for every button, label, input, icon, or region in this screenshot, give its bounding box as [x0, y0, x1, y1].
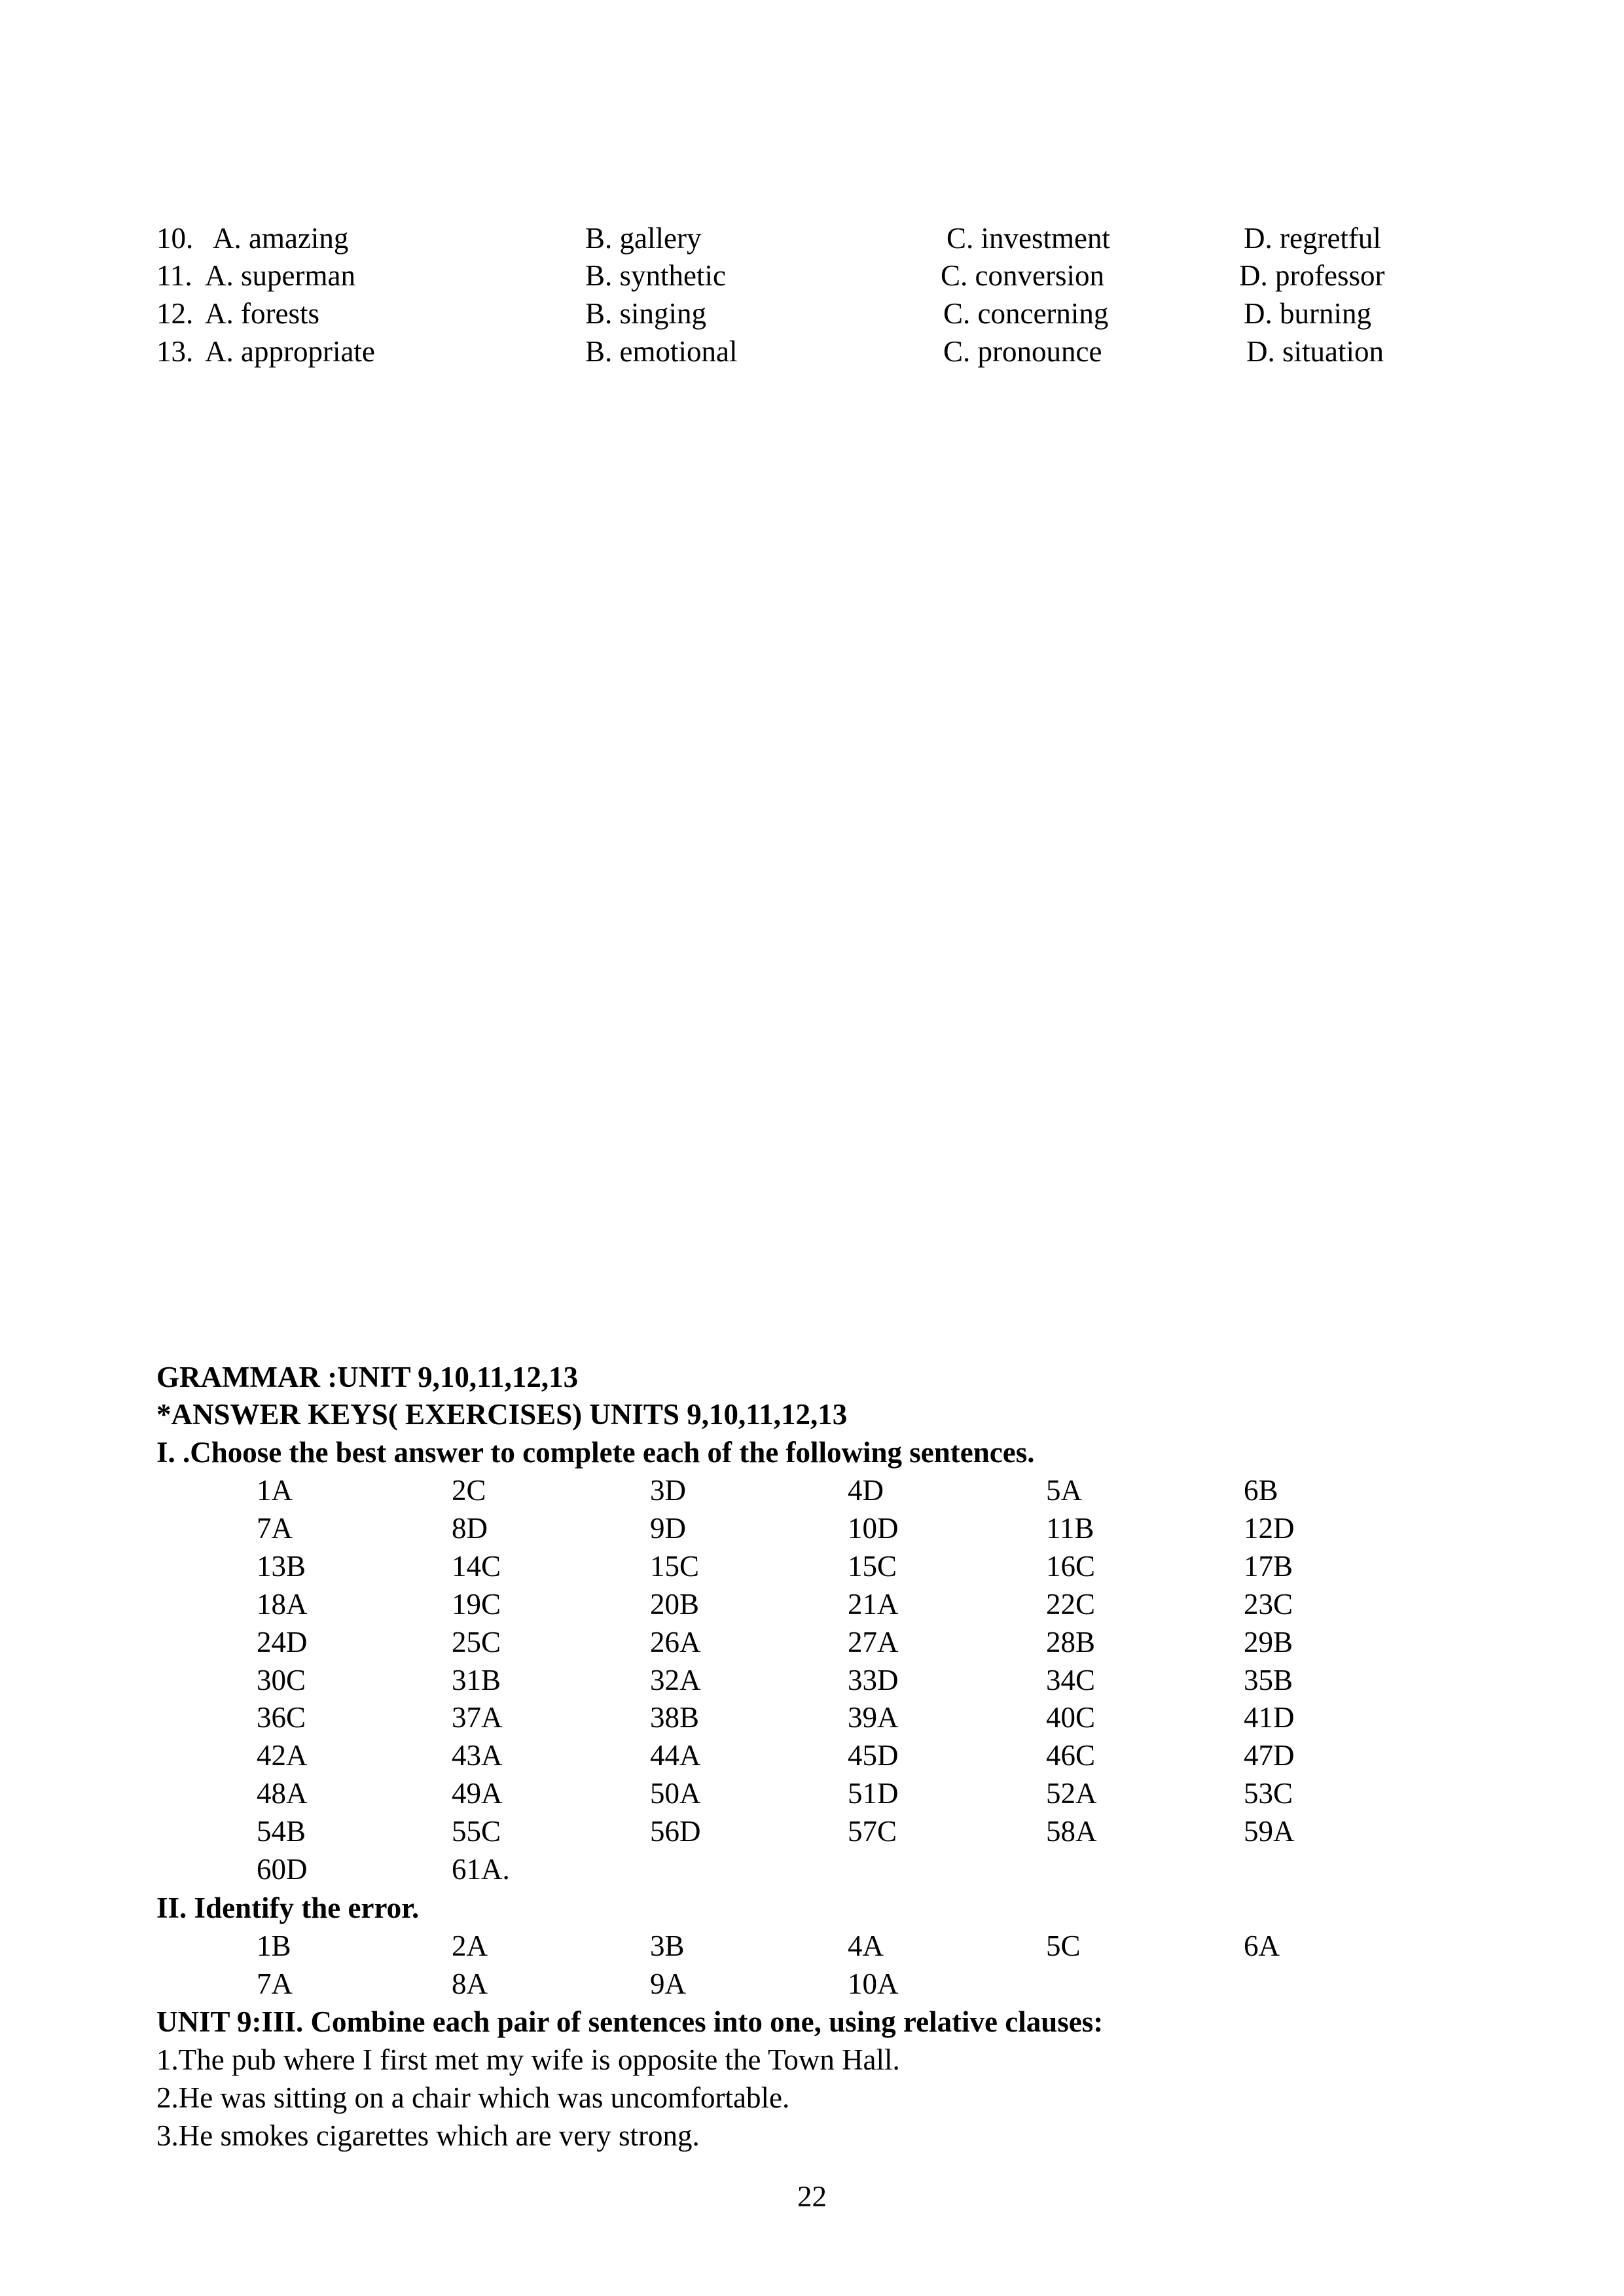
answer-cell: 60D [257, 1853, 308, 1886]
answer-cell: 15C [848, 1549, 897, 1583]
answer-cell: 9A [650, 1967, 686, 2000]
option-c: C. pronounce [943, 335, 1102, 368]
answer-cell: 14C [452, 1549, 501, 1583]
option-d: D. burning [1244, 297, 1371, 330]
answer-cell: 7A [257, 1967, 293, 2000]
answer-cell: 46C [1046, 1739, 1096, 1772]
answer-cell: 4A [848, 1929, 884, 1962]
answer-cell: 32A [650, 1663, 701, 1696]
answer-cell: 27A [848, 1625, 899, 1659]
answer-cell: 58A [1046, 1815, 1097, 1848]
answer-cell: 35B [1244, 1663, 1293, 1696]
answer-cell: 26A [650, 1625, 701, 1659]
answer-cell: 42A [257, 1739, 308, 1772]
answer-cell: 43A [452, 1739, 503, 1772]
answer-keys-heading: *ANSWER KEYS( EXERCISES) UNITS 9,10,11,12,13 [156, 1398, 848, 1431]
option-c: C. concerning [943, 297, 1109, 330]
section3-heading: UNIT 9:III. Combine each pair of sentences into one, using relative clauses: [156, 2005, 1104, 2038]
answer-cell: 17B [1244, 1549, 1293, 1583]
sentence-item: 3.He smokes cigarettes which are very strong. [156, 2119, 700, 2152]
option-b: B. synthetic [585, 259, 726, 292]
option-a: A. forests [205, 297, 319, 330]
answer-cell: 57C [848, 1815, 897, 1848]
answer-cell: 1B [257, 1929, 291, 1962]
answer-cell: 25C [452, 1625, 501, 1659]
answer-cell: 36C [257, 1701, 306, 1734]
option-d: D. professor [1239, 259, 1385, 292]
option-d: D. situation [1246, 335, 1384, 368]
answer-cell: 5C [1046, 1929, 1081, 1962]
answer-cell: 18A [257, 1587, 308, 1621]
answer-cell: 13B [257, 1549, 306, 1583]
question-number: 12. [156, 297, 194, 330]
sentence-item: 2.He was sitting on a chair which was uncomfortable. [156, 2081, 790, 2114]
answer-cell: 16C [1046, 1549, 1096, 1583]
page-number: 22 [797, 2180, 827, 2213]
answer-cell: 49A [452, 1777, 503, 1810]
answer-cell: 45D [848, 1739, 899, 1772]
answer-cell: 33D [848, 1663, 899, 1696]
answer-cell: 6A [1244, 1929, 1280, 1962]
option-a: A. amazing [213, 222, 349, 255]
section2-heading: II. Identify the error. [156, 1892, 420, 1924]
section1-heading: I. .Choose the best answer to complete each of the following sentences. [156, 1436, 1035, 1469]
question-number: 13. [156, 335, 194, 368]
answer-cell: 2A [452, 1929, 488, 1962]
answer-cell: 34C [1046, 1663, 1096, 1696]
answer-cell: 40C [1046, 1701, 1096, 1734]
answer-cell: 56D [650, 1815, 701, 1848]
option-a: A. superman [205, 259, 355, 292]
answer-cell: 54B [257, 1815, 306, 1848]
question-number: 11. [156, 259, 192, 292]
answer-cell: 1A [257, 1474, 293, 1507]
option-d: D. regretful [1244, 222, 1381, 255]
answer-cell: 19C [452, 1587, 501, 1621]
answer-cell: 8D [452, 1511, 488, 1545]
answer-cell: 24D [257, 1625, 308, 1659]
answer-cell: 9D [650, 1511, 686, 1545]
answer-cell: 41D [1244, 1701, 1295, 1734]
answer-cell: 53C [1244, 1777, 1293, 1810]
answer-cell: 5A [1046, 1474, 1082, 1507]
answer-cell: 3B [650, 1929, 685, 1962]
answer-cell: 21A [848, 1587, 899, 1621]
answer-cell: 12D [1244, 1511, 1295, 1545]
option-b: B. emotional [585, 335, 738, 368]
answer-cell: 20B [650, 1587, 700, 1621]
answer-cell: 44A [650, 1739, 701, 1772]
answer-cell: 37A [452, 1701, 503, 1734]
answer-cell: 61A. [452, 1853, 510, 1886]
answer-cell: 31B [452, 1663, 501, 1696]
option-b: B. gallery [585, 222, 702, 255]
answer-cell: 23C [1244, 1587, 1293, 1621]
answer-cell: 47D [1244, 1739, 1295, 1772]
answer-cell: 2C [452, 1474, 486, 1507]
answer-cell: 59A [1244, 1815, 1295, 1848]
answer-cell: 10D [848, 1511, 899, 1545]
answer-cell: 8A [452, 1967, 488, 2000]
answer-cell: 52A [1046, 1777, 1097, 1810]
answer-cell: 39A [848, 1701, 899, 1734]
answer-cell: 22C [1046, 1587, 1096, 1621]
answer-cell: 28B [1046, 1625, 1096, 1659]
answer-cell: 29B [1244, 1625, 1293, 1659]
answer-cell: 4D [848, 1474, 884, 1507]
answer-cell: 3D [650, 1474, 686, 1507]
answer-cell: 15C [650, 1549, 700, 1583]
answer-cell: 51D [848, 1777, 899, 1810]
option-b: B. singing [585, 297, 707, 330]
answer-cell: 48A [257, 1777, 308, 1810]
option-c: C. investment [947, 222, 1110, 255]
question-number: 10. [156, 222, 194, 255]
grammar-heading: GRAMMAR :UNIT 9,10,11,12,13 [156, 1361, 579, 1393]
answer-cell: 50A [650, 1777, 701, 1810]
answer-cell: 10A [848, 1967, 899, 2000]
sentence-item: 1.The pub where I first met my wife is opposite the Town Hall. [156, 2043, 900, 2076]
answer-cell: 30C [257, 1663, 306, 1696]
option-c: C. conversion [941, 259, 1104, 292]
answer-cell: 7A [257, 1511, 293, 1545]
answer-cell: 11B [1046, 1511, 1094, 1545]
option-a: A. appropriate [205, 335, 375, 368]
answer-cell: 38B [650, 1701, 700, 1734]
answer-cell: 55C [452, 1815, 501, 1848]
answer-cell: 6B [1244, 1474, 1278, 1507]
